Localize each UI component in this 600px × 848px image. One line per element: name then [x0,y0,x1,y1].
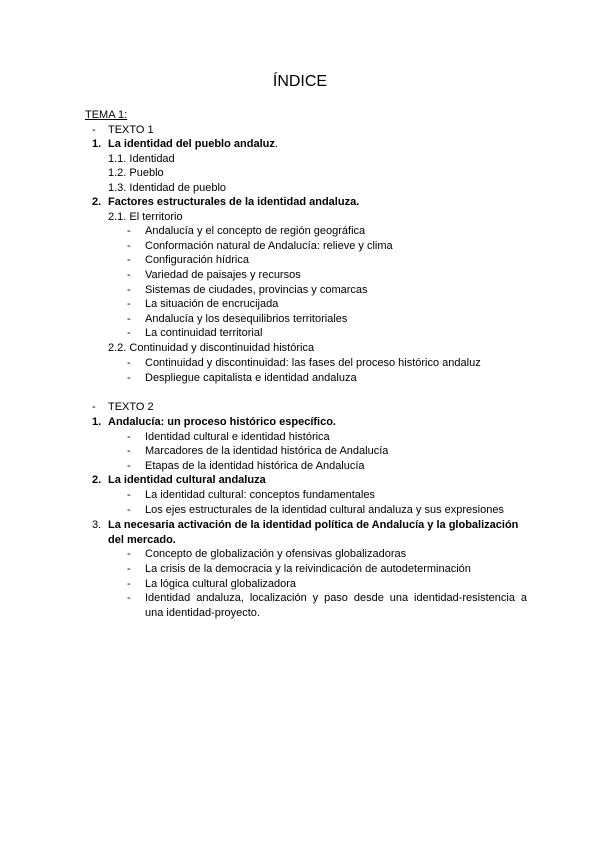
list-dash: - [127,357,131,369]
list-item: La identidad cultural: conceptos fundamentales [145,489,375,501]
list-item: La continuidad territorial [145,327,263,339]
texto2-label: TEXTO 2 [108,401,154,413]
heading-trail: . [274,138,278,150]
list-item: La crisis de la democracia y la reivindicación de autodeterminación [145,563,471,575]
list-item: Configuración hídrica [145,254,249,266]
list-item: Los ejes estructurales de la identidad cultural andaluza y sus expresiones [145,504,504,516]
list-dash: - [127,548,131,560]
section-number: 1. [92,416,102,428]
section-number: 3. [92,519,102,531]
texto1-section2-heading: Factores estructurales de la identidad andaluza. [108,196,360,208]
list-dash: - [127,431,131,443]
section-number: 1. [92,138,102,150]
list-item: Etapas de la identidad histórica de Andalucía [145,460,365,472]
list-item: Identidad cultural e identidad histórica [145,431,330,443]
subsection-item: 1.1. Identidad [108,153,175,165]
list-dash: - [127,445,131,457]
list-dash: - [127,284,131,296]
list-item: Sistemas de ciudades, provincias y comarcas [145,284,368,296]
list-dash: - [127,504,131,516]
list-dash: - [127,460,131,472]
list-item: Andalucía y los desequilibrios territoriales [145,313,348,325]
list-dash: - [127,225,131,237]
subsection-label: 2.2. Continuidad y discontinuidad histórica [108,342,315,354]
list-dash: - [127,563,131,575]
list-item: Continuidad y discontinuidad: las fases del proceso histórico andaluz [145,357,481,369]
texto1-label: TEXTO 1 [108,124,154,136]
list-item: Variedad de paisajes y recursos [145,269,301,281]
list-dash: - [127,327,131,339]
texto2-section1-heading: Andalucía: un proceso histórico específico. [108,416,336,428]
list-item: La lógica cultural globalizadora [145,578,297,590]
list-item: Marcadores de la identidad histórica de Andalucía [145,445,389,457]
page-title: ÍNDICE [272,73,328,90]
texto2-section3-heading-line2: del mercado. [108,534,176,546]
texto1-section1-heading [108,137,278,151]
list-dash: - [127,240,131,252]
list-dash: - [127,269,131,281]
list-item: Andalucía y el concepto de región geográfica [145,225,366,237]
list-item: Concepto de globalización y ofensivas globalizadoras [145,548,407,560]
subsection-item: 1.2. Pueblo [108,167,164,179]
subsection-item: 1.3. Identidad de pueblo [108,182,227,194]
list-item: Conformación natural de Andalucía: relieve y clima [145,240,393,252]
texto2-section2-heading: La identidad cultural andaluza [108,474,266,486]
tema-heading: TEMA 1: [85,109,128,121]
list-dash: - [127,298,131,310]
heading-text: La identidad del pueblo andaluz [108,138,275,150]
list-dash: - [127,313,131,325]
list-item: La situación de encrucijada [145,298,279,310]
list-dash: - [92,401,96,413]
list-dash: - [127,578,131,590]
list-dash: - [92,124,96,136]
texto2-section3-heading-line1: La necesaria activación de la identidad política de Andalucía y la globalización [108,519,519,531]
section-number: 2. [92,474,102,486]
section-number: 2. [92,196,102,208]
list-item: Despliegue capitalista e identidad andaluza [145,372,357,384]
list-dash: - [127,592,131,604]
subsection-label: 2.1. El territorio [108,211,183,223]
list-item-line1: Identidad andaluza, localización y paso desde una identidad-resistencia a [145,592,527,604]
list-dash: - [127,254,131,266]
list-dash: - [127,372,131,384]
list-item-line2: una identidad-proyecto. [145,607,260,619]
list-dash: - [127,489,131,501]
